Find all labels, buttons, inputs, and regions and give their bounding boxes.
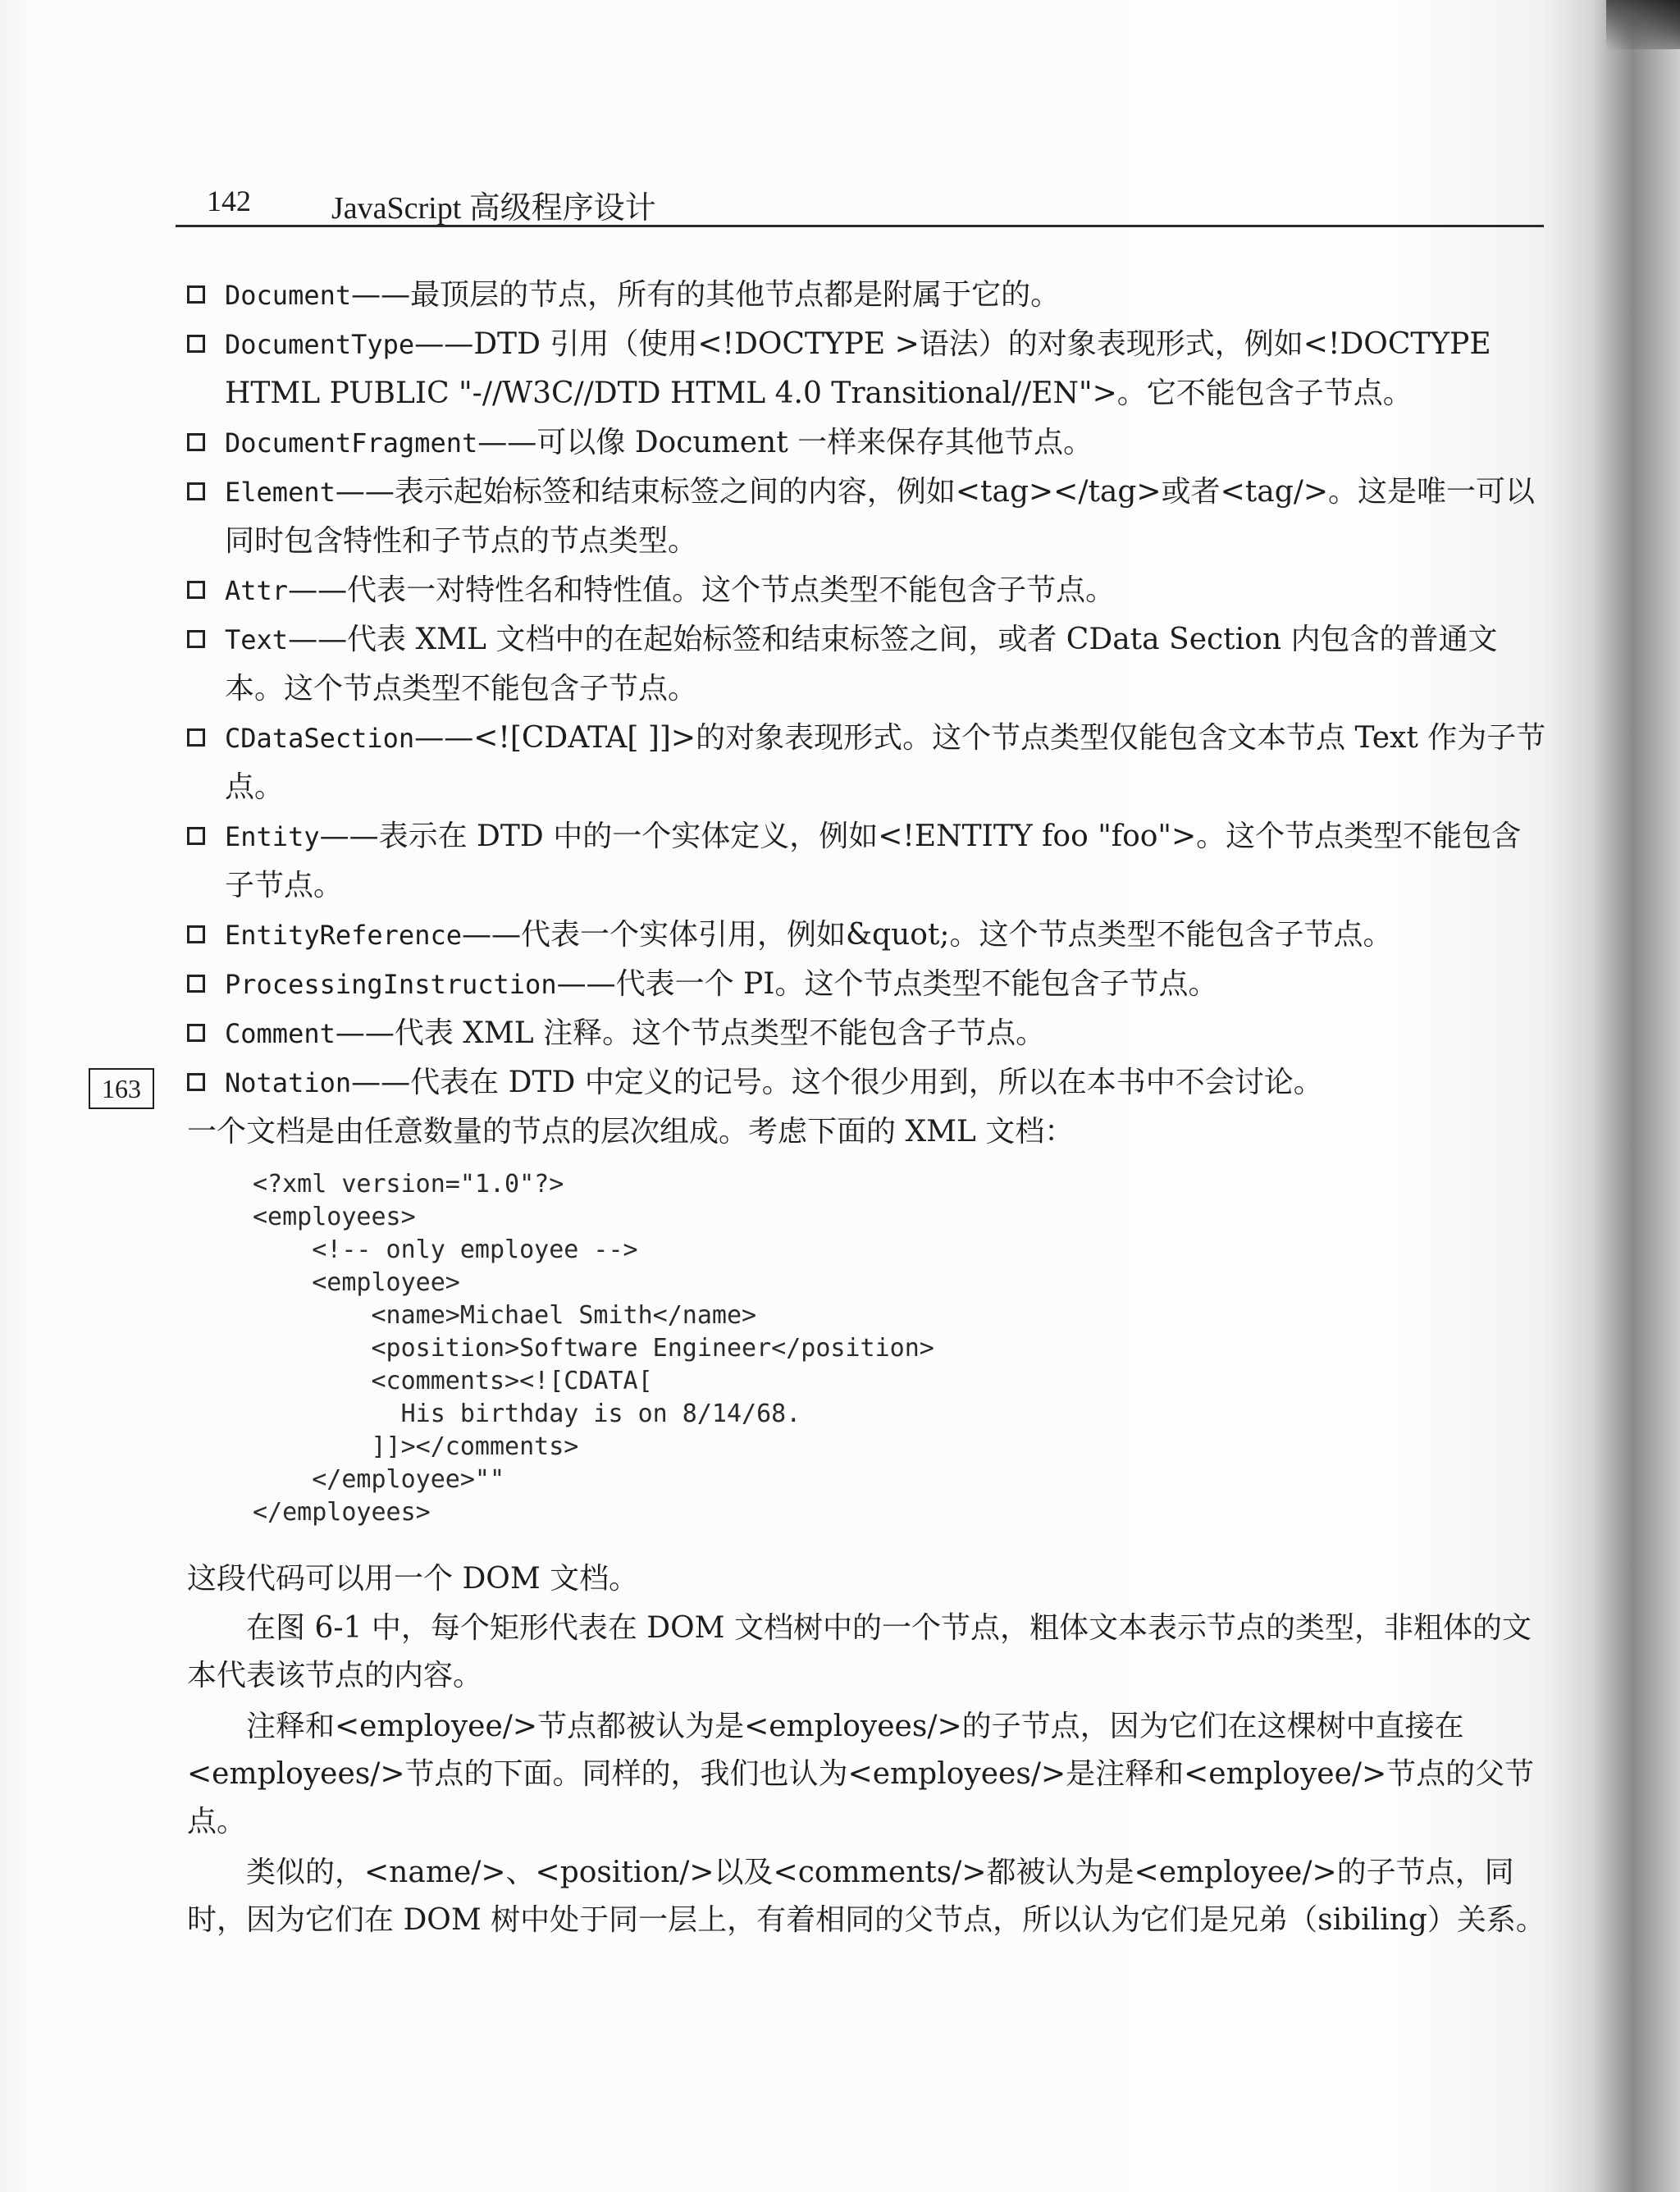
checkbox-bullet-icon <box>187 925 205 943</box>
checkbox-bullet-icon <box>187 285 205 304</box>
list-item <box>187 911 1549 960</box>
node-type-name: DocumentType <box>225 329 415 360</box>
checkbox-bullet-icon <box>187 482 205 500</box>
checkbox-bullet-icon <box>187 581 205 599</box>
node-type-desc: ——最顶层的节点，所有的其他节点都是附属于它的。 <box>351 278 1061 312</box>
node-type-desc: ——DTD 引用（使用<!DOCTYPE >语法）的对象表现形式，例如<!DOCTYPE HTML PUBLIC "-//W3C//DTD HTML 4.0 Transitional//EN">。它不能包含子节点。 <box>225 327 1491 410</box>
running-header <box>176 179 1544 227</box>
node-type-desc: ——表示起始标签和结束标签之间的内容，例如<tag></tag>或者<tag/>。这是唯一可以同时包含特性和子节点的节点类型。 <box>225 475 1536 558</box>
list-item <box>187 1058 1549 1107</box>
node-type-name: DocumentFragment <box>225 427 478 459</box>
node-type-name: CDataSection <box>225 723 415 754</box>
node-type-desc: ——<![CDATA[ ]]>的对象表现形式。这个节点类型仅能包含文本节点 Text 作为子节点。 <box>225 721 1546 804</box>
node-type-name: Comment <box>225 1018 336 1049</box>
checkbox-bullet-icon <box>187 335 205 353</box>
node-type-desc: ——代表 XML 文档中的在起始标签和结束标签之间，或者 CData Section 内包含的普通文本。这个节点类型不能包含子节点。 <box>225 623 1498 706</box>
list-item <box>187 812 1549 911</box>
list-item <box>187 320 1549 418</box>
checkbox-bullet-icon <box>187 827 205 845</box>
checkbox-bullet-icon <box>187 630 205 648</box>
node-type-desc: ——代表一对特性名和特性值。这个节点类型不能包含子节点。 <box>288 573 1116 607</box>
list-item <box>187 1009 1549 1058</box>
node-type-name: ProcessingInstruction <box>225 969 557 1000</box>
intro-text: 一个文档是由任意数量的节点的层次组成。考虑下面的 XML 文档： <box>187 1115 1075 1149</box>
list-item <box>187 271 1549 320</box>
node-type-desc: ——代表 XML 注释。这个节点类型不能包含子节点。 <box>335 1016 1046 1050</box>
list-item <box>187 418 1549 468</box>
checkbox-bullet-icon <box>187 728 205 747</box>
paragraph: 注释和<employee/>节点都被认为是<employees/>的子节点，因为它们在这棵树中直接在<employees/>节点的下面。同样的，我们也认为<employees/>是注释和<employee/>节点的父节点。 <box>187 1710 1535 1838</box>
checkbox-bullet-icon <box>187 1024 205 1042</box>
book-title: JavaScript 高级程序设计 <box>331 191 656 226</box>
checkbox-bullet-icon <box>187 1073 205 1091</box>
node-type-desc: ——代表一个 PI。这个节点类型不能包含子节点。 <box>556 967 1218 1001</box>
node-type-desc: ——代表一个实体引用，例如&quot;。这个节点类型不能包含子节点。 <box>461 918 1393 952</box>
page-shadow <box>1606 0 1680 49</box>
node-type-name: Notation <box>225 1067 352 1098</box>
node-type-desc: ——可以像 Document 一样来保存其他节点。 <box>477 426 1093 459</box>
node-type-name: EntityReference <box>225 920 462 951</box>
list-item <box>187 615 1549 714</box>
margin-page-reference: 163 <box>89 1068 154 1109</box>
paragraph: 在图 6-1 中，每个矩形代表在 DOM 文档树中的一个节点，粗体文本表示节点的类型，非粗体的文本代表该节点的内容。 <box>187 1611 1532 1692</box>
list-item <box>187 468 1549 566</box>
list-item <box>187 960 1549 1009</box>
node-type-list <box>187 271 1549 1529</box>
list-item <box>187 566 1549 615</box>
node-type-name: Attr <box>225 575 289 606</box>
list-item <box>187 714 1549 812</box>
paragraph: 类似的，<name/>、<position/>以及<comments/>都被认为是<employee/>的子节点，同时，因为它们在 DOM 树中处于同一层上，有着相同的父节点，所以认为它们是兄弟（sibiling）关系。 <box>187 1856 1545 1937</box>
xml-code-block: <?xml version="1.0"?> <employees> <!-- only employee --> <employee> <name>Michael Smith</name> <position>Software Engineer</position> <comments><![CDATA[ His birthday is on 8/14/68. ]]></comments> </employee>"" </employees> <box>253 1170 934 1527</box>
node-type-name: Document <box>225 280 352 311</box>
checkbox-bullet-icon <box>187 975 205 993</box>
node-type-desc: ——代表在 DTD 中定义的记号。这个很少用到，所以在本书中不会讨论。 <box>351 1066 1323 1099</box>
paragraph: 这段代码可以用一个 DOM 文档。 <box>187 1562 639 1596</box>
node-type-desc: ——表示在 DTD 中的一个实体定义，例如<!ENTITY foo "foo">。这个节点类型不能包含子节点。 <box>225 820 1522 902</box>
checkbox-bullet-icon <box>187 433 205 451</box>
node-type-name: Element <box>225 477 336 508</box>
node-type-name: Text <box>225 624 289 655</box>
page-number: 142 <box>207 185 251 217</box>
node-type-name: Entity <box>225 821 320 852</box>
